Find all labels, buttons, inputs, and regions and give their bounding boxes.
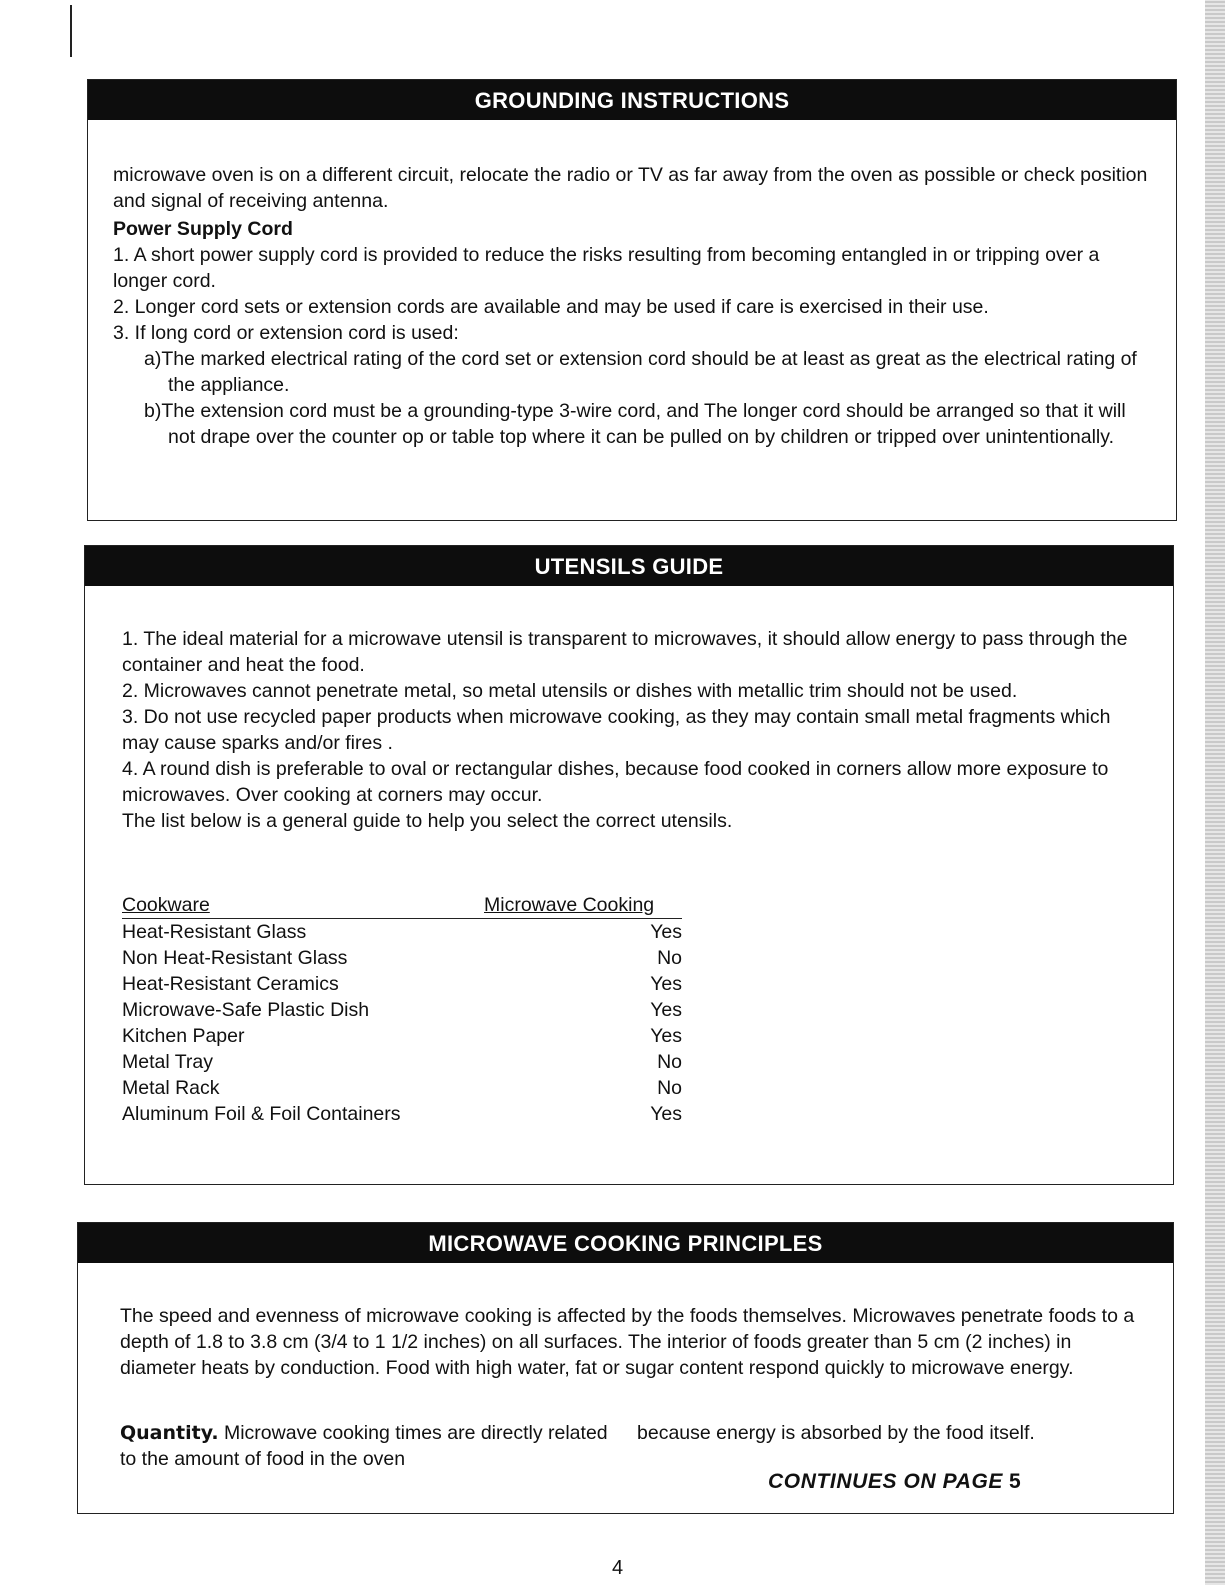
principles-title: MICROWAVE COOKING PRINCIPLES — [78, 1223, 1173, 1263]
table-row — [122, 999, 682, 1025]
table-row — [122, 1025, 682, 1051]
scan-edge — [1205, 0, 1225, 1585]
utensils-paragraph: 2. Microwaves cannot penetrate metal, so metal utensils or dishes with metallic trim should not be used. — [122, 680, 1018, 702]
grounding-intro: microwave oven is on a different circuit, relocate the radio or TV as far away from the oven as possible or check position and signal of receiving antenna. — [113, 164, 1148, 212]
grounding-subitem: a)The marked electrical rating of the cord set or extension cord should be at least as great as the electrical rating of the appliance. — [144, 348, 1137, 396]
cookware-value: No — [657, 1077, 682, 1099]
quantity-text-continued: because energy is absorbed by the food itself. — [637, 1422, 1035, 1444]
quantity-text: Microwave cooking times are directly related to the amount of food in the oven — [120, 1422, 608, 1470]
cookware-name: Metal Tray — [122, 1051, 214, 1073]
grounding-subitem: b)The extension cord must be a grounding-type 3-wire cord, and The longer cord should be arranged so that it will not drape over the counter op or table top where it can be pulled on by children or tripped over unintentionally. — [144, 400, 1126, 448]
utensils-content — [122, 626, 1142, 834]
cookware-name: Heat-Resistant Glass — [122, 921, 307, 943]
grounding-title: GROUNDING INSTRUCTIONS — [88, 80, 1176, 120]
table-row — [122, 1077, 682, 1103]
header-microwave-cooking: Microwave Cooking — [484, 894, 655, 916]
cookware-value: Yes — [650, 999, 682, 1021]
cookware-name: Kitchen Paper — [122, 1025, 245, 1047]
cookware-table-header — [122, 894, 682, 919]
utensils-paragraph: 3. Do not use recycled paper products when microwave cooking, as they may contain small metal fragments which may cause sparks and/or fires . — [122, 706, 1111, 754]
table-row — [122, 921, 682, 947]
principles-content — [120, 1303, 1140, 1381]
scan-margin-mark — [70, 5, 72, 57]
utensils-title: UTENSILS GUIDE — [85, 546, 1173, 586]
principles-paragraph: The speed and evenness of microwave cooking is affected by the foods themselves. Microwaves penetrate foods to a depth of 1.8 to 3.8 cm (3/4 to 1 1/2 inches) on all surfaces. The interior of foods greater than 5 cm (2 inches) in diameter heats by conduction. Food with high water, fat or sugar content respond quickly to microwave energy. — [120, 1305, 1135, 1379]
table-row — [122, 1051, 682, 1077]
table-row — [122, 1103, 682, 1129]
cookware-value: Yes — [650, 1025, 682, 1047]
utensils-paragraph: 4. A round dish is preferable to oval or rectangular dishes, because food cooked in corners allow more exposure to microwaves. Over cooking at corners may occur. — [122, 758, 1109, 806]
cookware-table — [122, 894, 682, 1129]
cookware-name: Metal Rack — [122, 1077, 220, 1099]
cookware-value: Yes — [650, 973, 682, 995]
cookware-name: Microwave-Safe Plastic Dish — [122, 999, 370, 1021]
table-row — [122, 973, 682, 999]
grounding-item: 3. If long cord or extension cord is used: — [113, 322, 459, 344]
utensils-paragraph: The list below is a general guide to help you select the correct utensils. — [122, 810, 733, 832]
cookware-name: Aluminum Foil & Foil Containers — [122, 1103, 401, 1125]
grounding-item: 1. A short power supply cord is provided to reduce the risks resulting from becoming entangled in or tripping over a longer cord. — [113, 244, 1100, 292]
grounding-item: 2. Longer cord sets or extension cords are available and may be used if care is exercised in their use. — [113, 296, 989, 318]
cookware-value: No — [657, 1051, 682, 1073]
continues-page-number: 5 — [1009, 1470, 1022, 1493]
utensils-paragraph: 1. The ideal material for a microwave utensil is transparent to microwaves, it should allow energy to pass through the container and heat the food. — [122, 628, 1128, 676]
continues-label: CONTINUES ON PAGE — [768, 1470, 1003, 1493]
cookware-value: Yes — [650, 921, 682, 943]
quantity-column-left — [120, 1420, 610, 1472]
table-row — [122, 947, 682, 973]
cookware-name: Heat-Resistant Ceramics — [122, 973, 339, 995]
page-number: 4 — [612, 1557, 624, 1579]
cookware-name: Non Heat-Resistant Glass — [122, 947, 348, 969]
continues-note — [768, 1470, 1021, 1494]
grounding-section — [87, 79, 1177, 521]
cookware-value: Yes — [650, 1103, 682, 1125]
grounding-content — [113, 162, 1158, 450]
cookware-value: No — [657, 947, 682, 969]
quantity-column-right — [637, 1420, 1157, 1446]
principles-section — [77, 1222, 1174, 1514]
power-supply-heading: Power Supply Cord — [113, 218, 293, 240]
utensils-section — [84, 545, 1174, 1185]
quantity-label: Quantity. — [120, 1422, 219, 1444]
header-cookware: Cookware — [122, 894, 210, 916]
